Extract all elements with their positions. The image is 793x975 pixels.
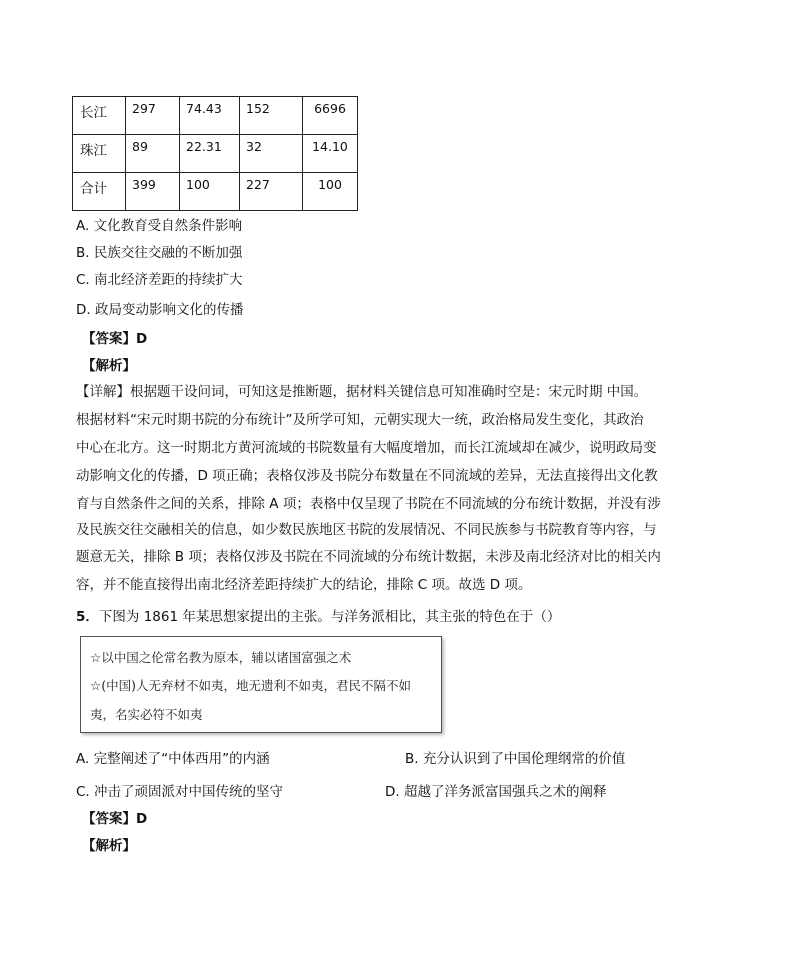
q4-analysis-line: 及民族交往交融相关的信息，如少数民族地区书院的发展情况、不同民族参与书院教育等内容，与 — [76, 522, 657, 538]
table-cell: 74.43 — [180, 97, 240, 135]
distribution-table — [72, 96, 358, 211]
table-cell: 152 — [240, 97, 303, 135]
table-row — [73, 173, 358, 211]
table-cell: 227 — [240, 173, 303, 211]
q4-analysis-line: 【详解】根据题干设问词，可知这是推断题，据材料关键信息可知准确时空是：宋元时期 中国。 — [76, 384, 648, 400]
q5-number: 5． — [76, 609, 99, 625]
q5-option-b: B. 充分认识到了中国伦理纲常的价值 — [405, 751, 626, 767]
q4-answer: 【答案】D — [82, 331, 148, 347]
table-row — [73, 135, 358, 173]
table-cell: 长江 — [73, 97, 126, 135]
table-cell: 珠江 — [73, 135, 126, 173]
q5-stem — [76, 605, 560, 625]
quote-line: 夷，名实必符不如夷 — [90, 707, 203, 722]
q4-analysis-line: 动影响文化的传播，D 项正确；表格仅涉及书院分布数量在不同流域的差异，无法直接得出文化教 — [76, 468, 658, 484]
quote-line: ☆(中国)人无弃材不如夷，地无遗利不如夷，君民不隔不如 — [90, 678, 411, 693]
q4-option-b: B. 民族交往交融的不断加强 — [76, 245, 243, 261]
table-cell: 297 — [126, 97, 180, 135]
q4-analysis-line: 根据材料“宋元时期书院的分布统计”及所学可知，元朝实现大一统，政治格局发生变化，其政治 — [76, 412, 644, 428]
q5-option-a: A. 完整阐述了“中体西用”的内涵 — [76, 751, 270, 767]
table-cell: 89 — [126, 135, 180, 173]
table-cell: 399 — [126, 173, 180, 211]
table-cell: 100 — [303, 173, 358, 211]
q4-analysis-line: 育与自然条件之间的关系，排除 A 项；表格中仅呈现了书院在不同流域的分布统计数据，并没有涉 — [76, 496, 661, 512]
table-cell: 14.10 — [303, 135, 358, 173]
q5-stem-text: 下图为 1861 年某思想家提出的主张。与洋务派相比，其主张的特色在于（） — [98, 609, 561, 625]
q5-option-c: C. 冲击了顽固派对中国传统的坚守 — [76, 784, 284, 800]
q4-option-d: D. 政局变动影响文化的传播 — [76, 302, 244, 318]
table-cell: 22.31 — [180, 135, 240, 173]
q5-answer: 【答案】D — [82, 811, 148, 827]
q4-analysis-label: 【解析】 — [82, 358, 136, 374]
quote-line: ☆以中国之伦常名教为原本，辅以诸国富强之术 — [90, 650, 352, 665]
table-cell: 合计 — [73, 173, 126, 211]
q4-analysis-line: 中心在北方。这一时期北方黄河流域的书院数量有大幅度增加，而长江流域却在减少，说明政局变 — [76, 440, 657, 456]
q5-quote-box — [80, 636, 442, 733]
q4-analysis-line: 容，并不能直接得出南北经济差距持续扩大的结论，排除 C 项。故选 D 项。 — [76, 577, 532, 593]
q4-option-a: A. 文化教育受自然条件影响 — [76, 218, 243, 234]
q4-option-c: C. 南北经济差距的持续扩大 — [76, 272, 243, 288]
q4-analysis-line: 题意无关，排除 B 项；表格仅涉及书院在不同流域的分布统计数据，未涉及南北经济对比的相关内 — [76, 549, 661, 565]
q5-analysis-label: 【解析】 — [82, 838, 136, 854]
table-cell: 6696 — [303, 97, 358, 135]
table-row — [73, 97, 358, 135]
table-cell: 100 — [180, 173, 240, 211]
table-cell: 32 — [240, 135, 303, 173]
q5-option-d: D. 超越了洋务派富国强兵之术的阐释 — [385, 784, 607, 800]
